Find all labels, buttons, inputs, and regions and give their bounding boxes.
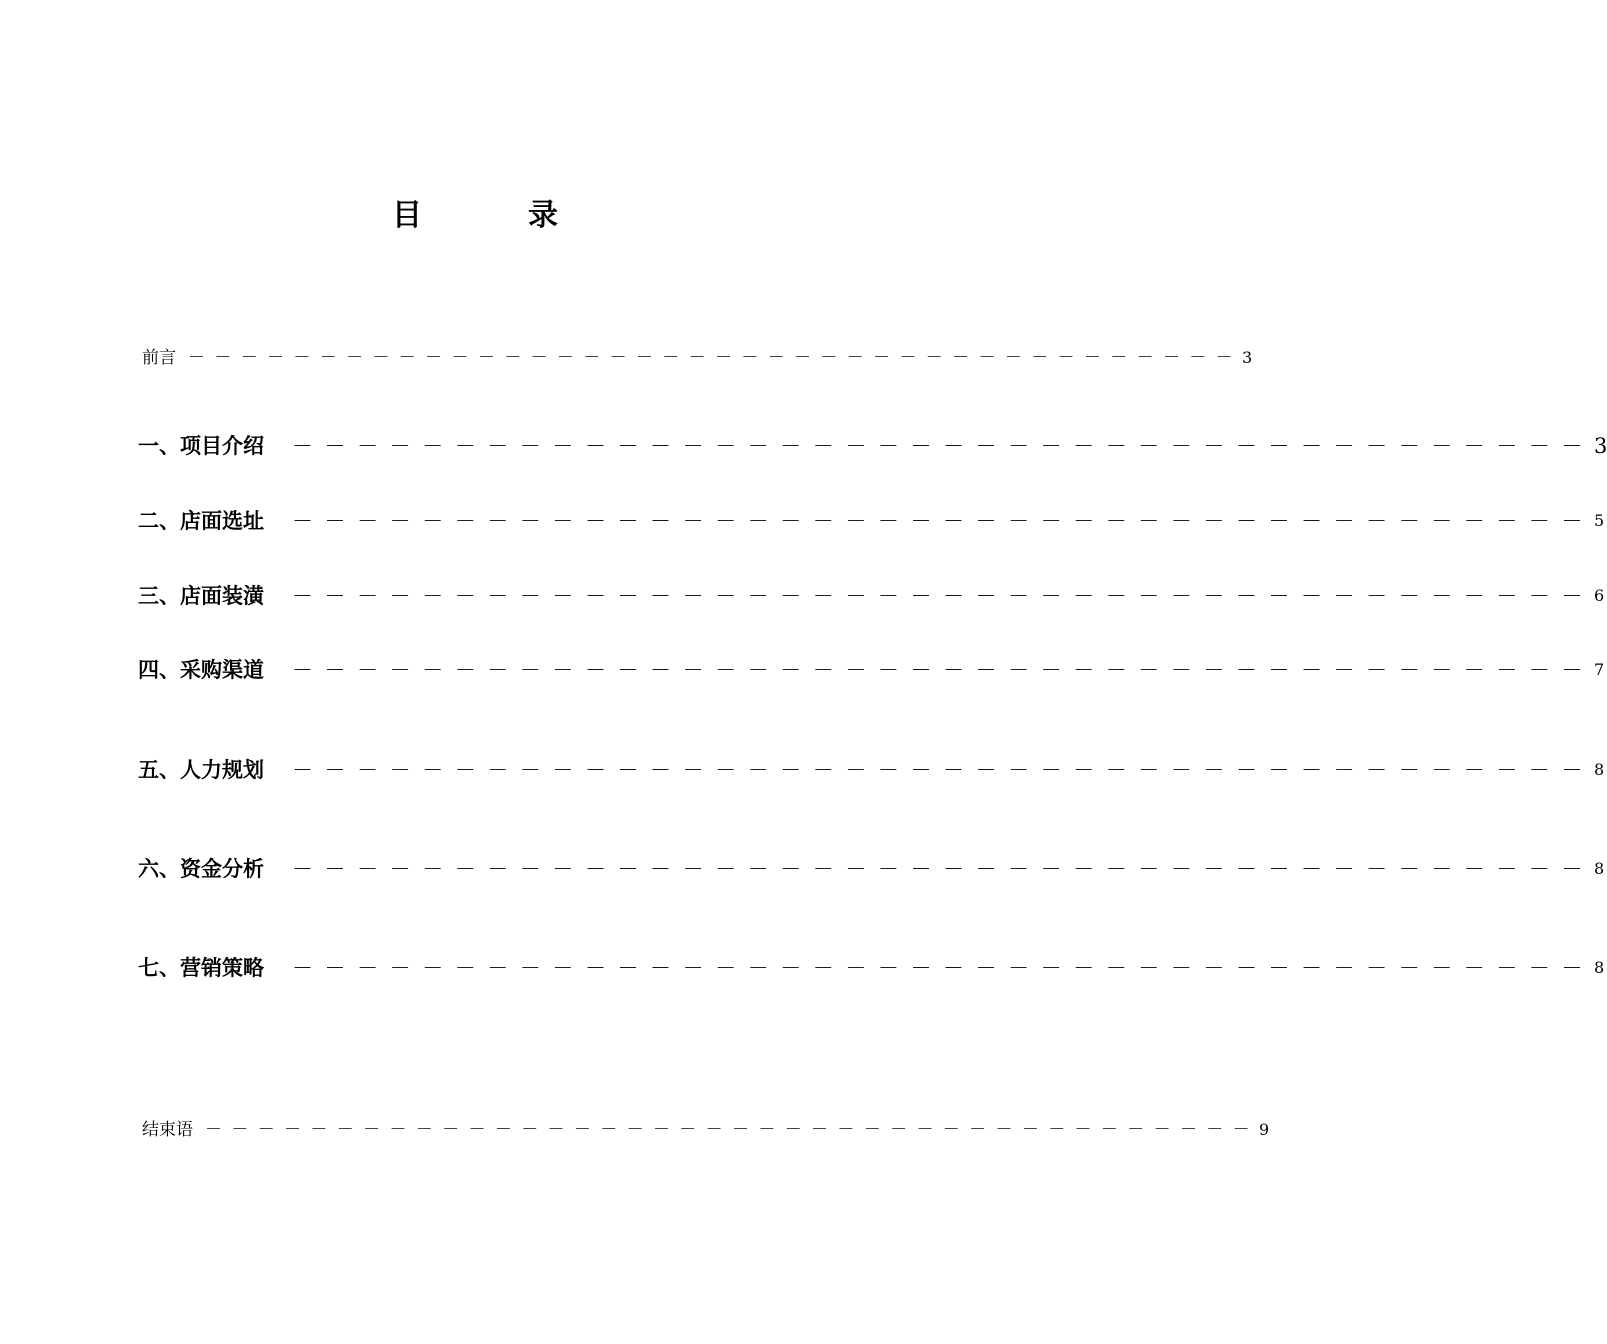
toc-page-number: 7: [1594, 660, 1605, 679]
toc-entry-preface[interactable]: [142, 346, 1253, 370]
toc-entry-closing-remarks[interactable]: [142, 1118, 1270, 1142]
toc-page-number: 8: [1594, 859, 1605, 878]
toc-entry-label: 前言: [142, 348, 176, 368]
toc-page-number: 5: [1594, 511, 1605, 530]
toc-dot-leader: －－－－－－－－－－－－－－－－－－－－－－－－－－－－－－－－－－－－－－－－: [292, 956, 1594, 980]
toc-page-number: 8: [1594, 760, 1605, 779]
toc-dot-leader: －－－－－－－－－－－－－－－－－－－－－－－－－－－－－－－－－－－－－－－－: [292, 758, 1594, 782]
toc-entry-chapter-5[interactable]: [138, 755, 1605, 785]
toc-entry-chapter-2[interactable]: [138, 506, 1605, 536]
toc-entry-label: 五、人力规划: [138, 758, 264, 782]
toc-dot-leader: －－－－－－－－－－－－－－－－－－－－－－－－－－－－－－－－－－－－－－－－: [292, 857, 1594, 881]
toc-page-number: 3: [1242, 348, 1253, 367]
toc-entry-label: 一、项目介绍: [138, 434, 264, 458]
toc-dot-leader: －－－－－－－－－－－－－－－－－－－－－－－－－－－－－－－－－－－－－－－－: [188, 348, 1242, 368]
toc-entry-label: 二、店面选址: [138, 509, 264, 533]
toc-entry-label: 七、营销策略: [138, 956, 264, 980]
toc-entry-label: 四、采购渠道: [138, 658, 264, 682]
toc-dot-leader: －－－－－－－－－－－－－－－－－－－－－－－－－－－－－－－－－－－－－－－－: [205, 1120, 1259, 1140]
toc-page-number: 6: [1594, 586, 1605, 605]
toc-entry-label: 六、资金分析: [138, 857, 264, 881]
toc-entry-chapter-6[interactable]: [138, 854, 1605, 884]
toc-page-number: 8: [1594, 958, 1605, 977]
toc-entry-chapter-7[interactable]: [138, 953, 1605, 983]
toc-dot-leader: －－－－－－－－－－－－－－－－－－－－－－－－－－－－－－－－－－－－－－－－: [292, 434, 1594, 458]
toc-page-number: 9: [1259, 1120, 1270, 1139]
toc-dot-leader: －－－－－－－－－－－－－－－－－－－－－－－－－－－－－－－－－－－－－－－－: [292, 509, 1594, 533]
toc-entry-chapter-4[interactable]: [138, 655, 1605, 685]
toc-entry-chapter-3[interactable]: [138, 581, 1605, 611]
toc-entry-label: 结束语: [142, 1120, 193, 1140]
toc-title: 目 录: [392, 198, 596, 233]
toc-dot-leader: －－－－－－－－－－－－－－－－－－－－－－－－－－－－－－－－－－－－－－－－: [292, 584, 1594, 608]
toc-entry-chapter-1[interactable]: [138, 431, 1607, 461]
toc-page-number: 3: [1594, 434, 1607, 458]
toc-entry-label: 三、店面装潢: [138, 584, 264, 608]
toc-dot-leader: －－－－－－－－－－－－－－－－－－－－－－－－－－－－－－－－－－－－－－－－: [292, 658, 1594, 682]
